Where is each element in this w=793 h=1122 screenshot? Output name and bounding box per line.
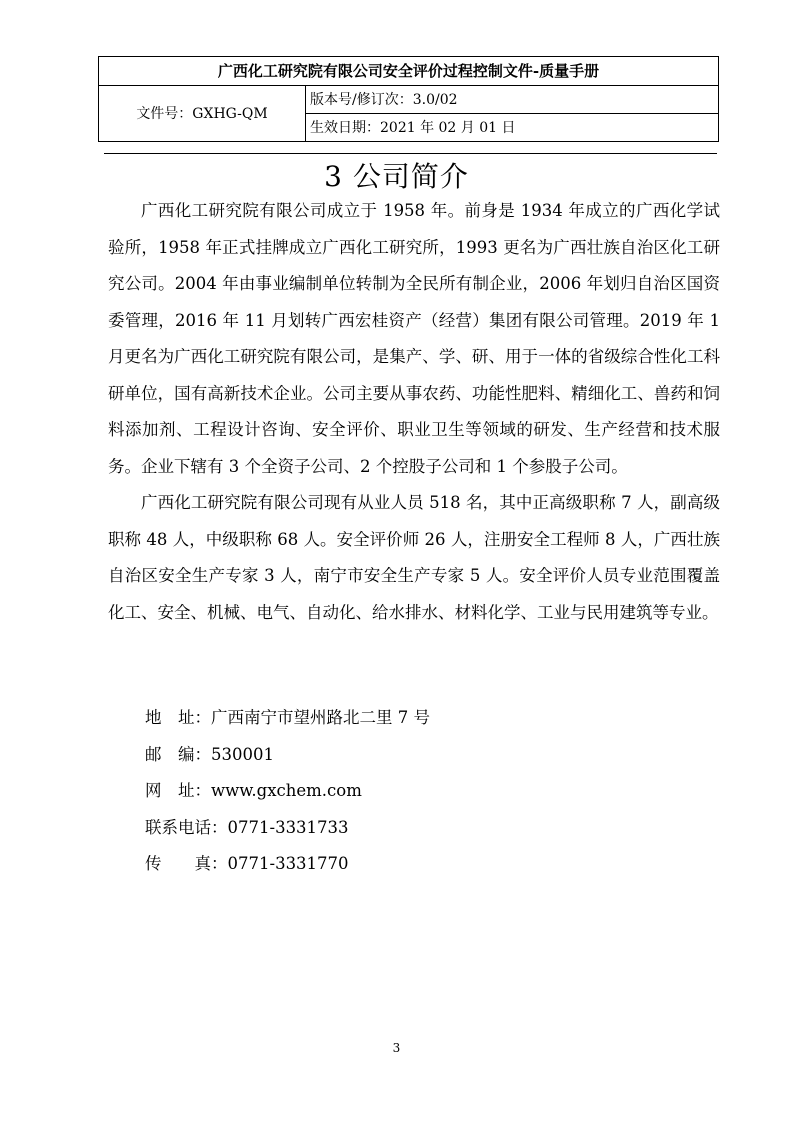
contact-label: 邮 编：: [145, 744, 211, 764]
contact-value: 0771-3331733: [227, 817, 349, 837]
page-number: 3: [392, 1041, 401, 1055]
contact-website: [145, 773, 430, 810]
paragraph-staff: 广西化工研究院有限公司现有从业人员 518 名，其中正高级职称 7 人，副高级职称 48 人，中级职称 68 人。安全评价师 26 人，注册安全工程师 8 人，广西壮族自治区安全生产专家 3 人，南宁市安全生产专家 5 人。安全评价人员专业范围覆盖化工、安全、机械、电气、自动化、给水排水、材料化学、工业与民用建筑等专业。: [108, 493, 720, 622]
contact-fax: [145, 846, 430, 883]
section-title: 3 公司简介: [324, 160, 469, 193]
contact-value: 广西南宁市望州路北二里 7 号: [211, 708, 430, 727]
contact-address: [145, 700, 430, 737]
version-revision: 版本号/修订次：3.0/02: [306, 86, 719, 114]
contact-value: www.gxchem.com: [211, 781, 362, 800]
contact-value: 530001: [211, 744, 274, 764]
contact-label: 网 址：: [145, 781, 211, 800]
contact-label: 联系电话：: [145, 817, 228, 837]
document-header-table: [98, 56, 719, 142]
contact-label: 传 真：: [145, 854, 228, 873]
effective-date: 生效日期：2021 年 02 月 01 日: [306, 114, 719, 142]
header-divider: [104, 153, 717, 154]
document-title: 广西化工研究院有限公司安全评价过程控制文件-质量手册: [99, 57, 719, 86]
document-number: 文件号：GXHG-QM: [99, 86, 306, 142]
paragraph-history: 广西化工研究院有限公司成立于 1958 年。前身是 1934 年成立的广西化学试验所，1958 年正式挂牌成立广西化工研究所，1993 更名为广西壮族自治区化工研究公司。2004 年由事业编制单位转制为全民所有制企业，2006 年划归自治区国资委管理，2016 年 11 月划转广西宏桂资产（经营）集团有限公司管理。2019 年 1 月更名为广西化工研究院有限公司，是集产、学、研、用于一体的省级综合性化工科研单位，国有高新技术企业。公司主要从事农药、功能性肥料、精细化工、兽药和饲料添加剂、工程设计咨询、安全评价、职业卫生等领域的研发、生产经营和技术服务。企业下辖有 3 个全资子公司、2 个控股子公司和 1 个参股子公司。: [108, 201, 720, 476]
contact-info: [145, 700, 430, 883]
contact-postcode: [145, 737, 430, 774]
company-introduction: [108, 193, 720, 631]
contact-value: 0771-3331770: [227, 854, 349, 873]
contact-label: 地 址：: [145, 708, 211, 727]
contact-phone: [145, 810, 430, 847]
